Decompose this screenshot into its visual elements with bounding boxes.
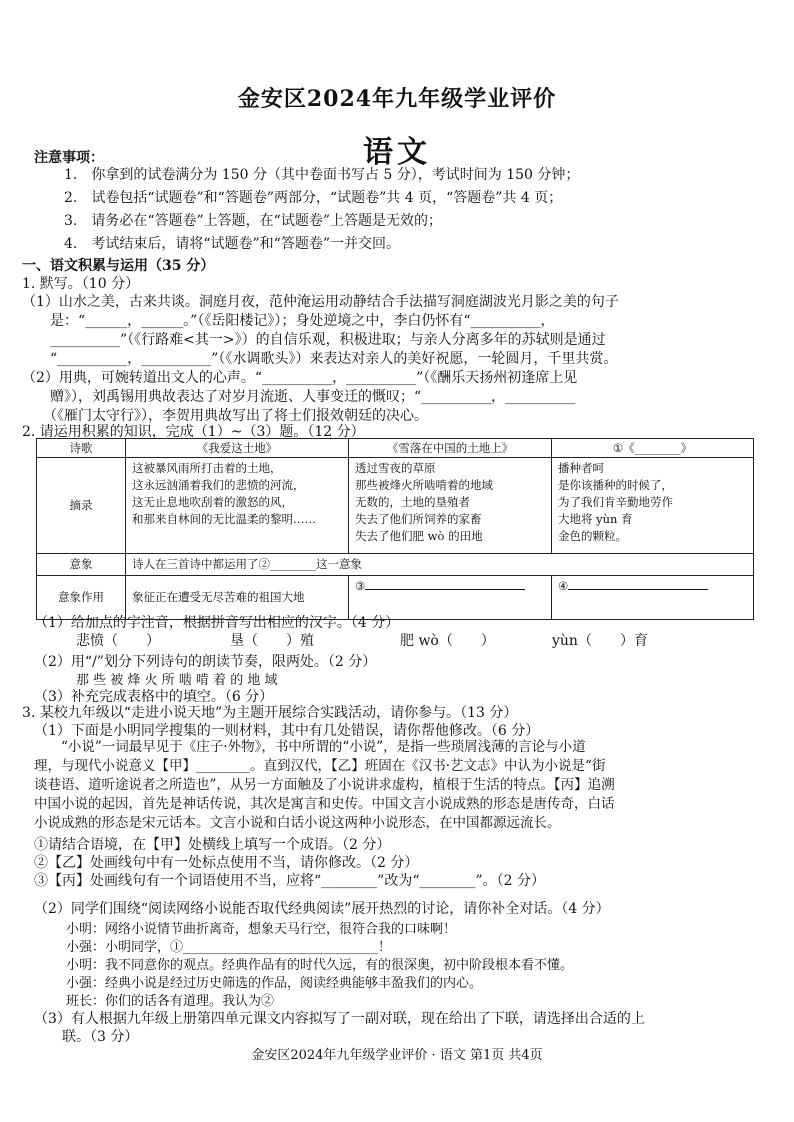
exam-title: 金安区2024年九年级学业评价 [237, 86, 557, 112]
dialogue-line: 小明：我不同意你的观点。经典作品有的时代久远，有的很深奥，初中阶段根本看不懂。 [66, 958, 574, 973]
passage-line: “小说”一词最早见于《庄子·外物》，书中所谓的“小说”，是指一些琐屑浅薄的言论与小道 [34, 739, 586, 755]
q3-answer-2: ②【乙】处画线句中有一处标点使用不当，请你修改。（2 分） [34, 855, 419, 871]
section-heading: 一、语文积累与运用（35 分） [22, 258, 215, 274]
dialogue-line: 班长：你们的话各有道理。我认为② [66, 994, 275, 1009]
passage-line: 理，与现代小说意义【甲】________。直到汉代，【乙】班固在《汉书·艺文志》中认为小说是“街 [34, 758, 606, 774]
note-item: 4. 考试结束后，请将“试题卷”和“答题卷”一并交回。 [64, 236, 400, 252]
effect-poem3: ④ [552, 576, 754, 620]
dialogue-line: 小明：网络小说情节曲折离奇，想象天马行空，很符合我的口味啊！ [66, 922, 457, 937]
table-header-poem3: ①《________》 [552, 439, 754, 458]
q1-line: 是：“______，______。”（《岳阳楼记》）；身处逆境之中，李白仍怀有“__________， [22, 313, 555, 329]
q2-sub2: （2）用“/”划分下列诗句的朗读节奏，限两处。（2 分） [34, 654, 377, 670]
passage-line: 中国小说的起因，首先是神话传说，其次是寓言和史传。中国文言小说成熟的形态是唐传奇，白话 [34, 796, 615, 812]
passage-line: 小说成熟的形态是宋元话本。文言小说和白话小说这两种小说形态，在中国都源远流长。 [34, 815, 561, 831]
question-2-label: 2. 请运用积累的知识，完成（1）~（3）题。（12 分） [22, 424, 365, 440]
page-footer: 金安区2024年九年级学业评价 · 语文 第1页 共4页 [251, 1048, 543, 1063]
q3-answer-3: ③【丙】处画线句有一个词语使用不当，应将“________”改为“________”。（2 分） [34, 873, 545, 889]
passage-line: 谈巷语、道听途说者之所造也”，从另一方面触及了小说讲求虚构，植根于生活的特点。【丙】追溯 [34, 777, 615, 793]
subject-title: 语文 [363, 135, 431, 170]
table-header-poem: 诗歌 [37, 439, 126, 458]
pinyin-item: 肥 wò（ ） [400, 633, 495, 649]
row-label-image: 意象 [37, 554, 126, 576]
question-3-label: 3. 某校九年级以“走进小说天地”为主题开展综合实践活动，请你参与。（13 分） [22, 705, 518, 721]
note-item: 1. 你拿到的试卷满分为 150 分（其中卷面书写占 5 分），考试时间为 150 分钟； [64, 167, 580, 183]
effect-poem2: ③ [349, 576, 552, 620]
pinyin-item: 悲愤（ ） [76, 633, 160, 649]
table-header-poem1: 《我爱这土地》 [126, 439, 349, 458]
q3-answer-1: ①请结合语境，在【甲】处横线上填写一个成语。（2 分） [34, 837, 391, 853]
note-item: 2. 试卷包括“试题卷”和“答题卷”两部分，“试题卷”共 4 页，“答题卷”共 4 页； [64, 190, 563, 206]
q1-line: 赠》），刘禹锡用典故表达了对岁月流逝、人事变迁的慨叹；“__________，__________ [22, 389, 576, 405]
notes-heading: 注意事项： [34, 150, 104, 166]
rhythm-line: 那 些 被 烽 火 所 啮 啃 着 的 地 域 [76, 673, 278, 688]
poem-table [36, 438, 754, 620]
table-header-poem2: 《雪落在中国的土地上》 [349, 439, 552, 458]
row-label-effect: 意象作用 [37, 576, 126, 620]
excerpt-poem3: 播种者呵 是你该播种的时候了， 为了我们肯辛勤地劳作 大地将 yùn 育 金色的颗粒。 [552, 458, 754, 554]
excerpt-poem1: 这被暴风雨所打击着的土地， 这永远汹涌着我们的悲愤的河流， 这无止息地吹刮着的激怒的风， 和那来自林间的无比温柔的黎明…… [126, 458, 349, 554]
q1-line: （2）用典，可婉转道出文人的心声。“__________，__________”（《酬乐天扬州初逢席上见 [22, 370, 578, 386]
dialogue-line: 小强：小明同学，①______________________________！ [66, 940, 392, 955]
effect-poem1: 象征正在遭受无尽苦难的祖国大地 [126, 576, 349, 620]
note-item: 3. 请务必在“答题卷”上答题，在“试题卷”上答题是无效的； [64, 213, 442, 229]
pinyin-item: yùn（ ）育 [552, 633, 648, 649]
dialogue-line: 小强：经典小说是经过历史筛选的作品，阅读经典能够丰盈我们的内心。 [66, 976, 483, 991]
pinyin-item: 垦（ ）殖 [230, 633, 314, 649]
excerpt-poem2: 透过雪夜的草原 那些被烽火所啮啃着的地域 无数的，土地的垦殖者 失去了他们所饲养的家畜 失去了他们肥 wò 的田地 [349, 458, 552, 554]
question-1-label: 1. 默写。（10 分） [22, 276, 140, 292]
q3-part3: （3）有人根据九年级上册第四单元课文内容拟写了一副对联，现在给出了下联，请选择出合适的上 [34, 1011, 645, 1027]
q1-line: （1）山水之美，古来共谈。洞庭月夜，范仲淹运用动静结合手法描写洞庭湖波光月影之美的句子 [22, 294, 619, 310]
row-label-excerpt: 摘录 [37, 458, 126, 554]
q2-sub3: （3）补充完成表格中的填空。（6 分） [34, 689, 274, 705]
q1-line: “__________，__________”（《水调歌头》）来表达对亲人的美好祝愿，一轮圆月，千里共赏。 [22, 351, 618, 367]
q1-line: （《雁门太守行》），李贺用典故写出了将士们报效朝廷的决心。 [22, 408, 428, 424]
q3-part1: （1）下面是小明同学搜集的一则材料，其中有几处错误，请你帮他修改。（6 分） [34, 723, 540, 739]
q3-part3-cont: 联。（3 分） [34, 1029, 139, 1045]
q1-line: __________”（《行路难<其一>》）的自信乐观，积极进取；与亲人分离多年的苏轼则是通过 [22, 332, 606, 348]
q3-part2: （2）同学们围绕“阅读网络小说能否取代经典阅读”展开热烈的讨论，请你补全对话。（4 分） [34, 901, 610, 917]
q2-sub1: （1）给加点的字注音，根据拼音写出相应的汉字。（4 分） [34, 615, 400, 631]
image-blank-cell: 诗人在三首诗中都运用了②________这一意象 [126, 554, 754, 576]
